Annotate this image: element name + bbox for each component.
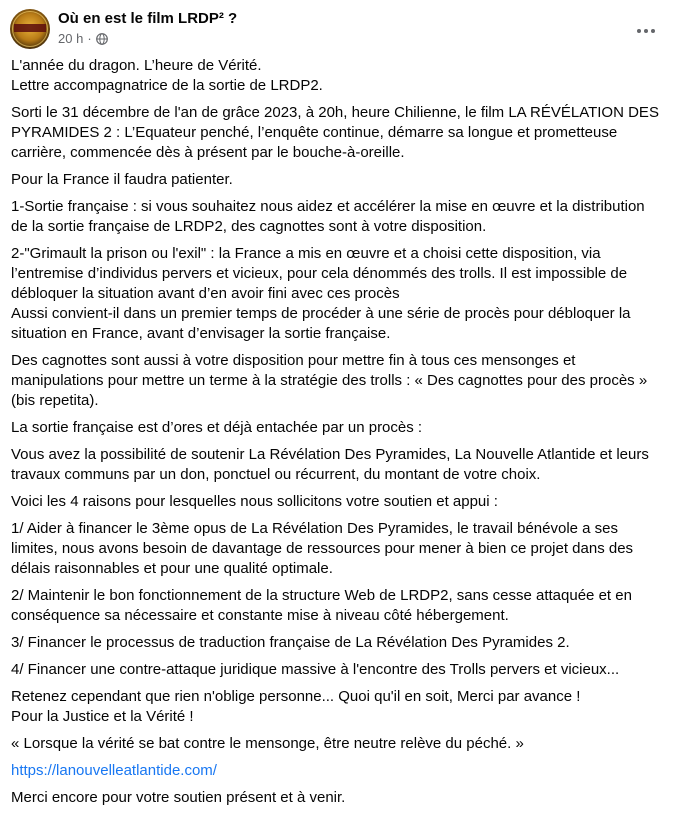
post-meta <box>58 31 108 46</box>
point-2-line-2: Aussi convient-il dans un premier temps de procéder à une série de procès pour débloquer la situation en France, avant d’envisager la sortie française. <box>11 305 631 342</box>
page-avatar[interactable] <box>10 9 50 49</box>
paragraph-point-1: 1-Sortie française : si vous souhaitez nous aidez et accélérer la mise en œuvre et la distribution de la sortie française de LRDP2, des cagnottes sont à votre disposition. <box>11 198 645 235</box>
paragraph-reason-4: 4/ Financer une contre-attaque juridique massive à l'encontre des Trolls pervers et vicieux... <box>11 661 620 678</box>
avatar-band <box>14 24 46 32</box>
dot <box>651 29 655 33</box>
paragraph-quote: « Lorsque la vérité se bat contre le mensonge, être neutre relève du péché. » <box>11 735 524 752</box>
paragraph-cagnottes: Des cagnottes sont aussi à votre disposition pour mettre fin à tous ces mensonges et manipulations pour mettre un terme à la stratégie des trolls : « Des cagnottes pour des procès » (bis repetita). <box>11 352 648 409</box>
closing-line-2: Pour la Justice et la Vérité ! <box>11 708 194 725</box>
page-name[interactable]: Où en est le film LRDP² ? <box>58 10 238 27</box>
paragraph-closing <box>11 687 663 727</box>
paragraph-raisons: Voici les 4 raisons pour lesquelles nous sollicitons votre soutien et appui : <box>11 493 498 510</box>
paragraph-release: Sorti le 31 décembre de l'an de grâce 2023, à 20h, heure Chilienne, le film LA RÉVÉLATION DES PYRAMIDES 2 : L’Equateur penché, l’enquête continue, démarre sa longue et prometteuse carrière, commencée dès à présent par le bouche-à-oreille. <box>11 104 659 161</box>
post-header <box>10 8 665 50</box>
website-link[interactable]: https://lanouvelleatlantide.com/ <box>11 762 217 779</box>
paragraph-point-2 <box>11 244 663 344</box>
paragraph-link <box>11 761 663 781</box>
paragraph-soutien: Vous avez la possibilité de soutenir La Révélation Des Pyramides, La Nouvelle Atlantide et leurs travaux communs par un don, ponctuel ou récurrent, du montant de votre choix. <box>11 446 649 483</box>
intro-line-1: L'année du dragon. L’heure de Vérité. <box>11 57 262 74</box>
more-options-icon[interactable] <box>628 13 664 49</box>
paragraph-france: Pour la France il faudra patienter. <box>11 171 233 188</box>
post-time[interactable]: 20 h <box>58 31 84 46</box>
paragraph-reason-2: 2/ Maintenir le bon fonctionnement de la structure Web de LRDP2, sans cesse attaquée et en conséquence sa nécessaire et constante mise à niveau côté hébergement. <box>11 587 632 624</box>
closing-line-1: Retenez cependant que rien n'oblige personne... Quoi qu'il en soit, Merci par avance ! <box>11 688 581 705</box>
globe-icon[interactable] <box>96 33 108 45</box>
paragraph-reason-3: 3/ Financer le processus de traduction française de La Révélation Des Pyramides 2. <box>11 634 570 651</box>
dot <box>644 29 648 33</box>
paragraph-reason-1: 1/ Aider à financer le 3ème opus de La Révélation Des Pyramides, le travail bénévole a ses limites, nous avons besoin de davantage de ressources pour mener à bien ce projet dans des délais raisonnables et pour une qualité optimale. <box>11 520 634 577</box>
paragraph-proces: La sortie française est d’ores et déjà entachée par un procès : <box>11 419 423 436</box>
paragraph-thanks: Merci encore pour votre soutien présent et à venir. <box>11 789 346 806</box>
post-body <box>11 56 663 815</box>
paragraph-intro <box>11 56 663 96</box>
meta-separator: · <box>87 31 92 46</box>
intro-line-2: Lettre accompagnatrice de la sortie de LRDP2. <box>11 77 323 94</box>
dot <box>637 29 641 33</box>
point-2-line-1: 2-"Grimault la prison ou l'exil" : la France a mis en œuvre et a choisi cette disposition, via l’entremise d’individus pervers et vicieux, pour cela dénommés des trolls. Il est impossible de débloquer la situation avant d’en avoir fini avec ces procès <box>11 245 628 302</box>
